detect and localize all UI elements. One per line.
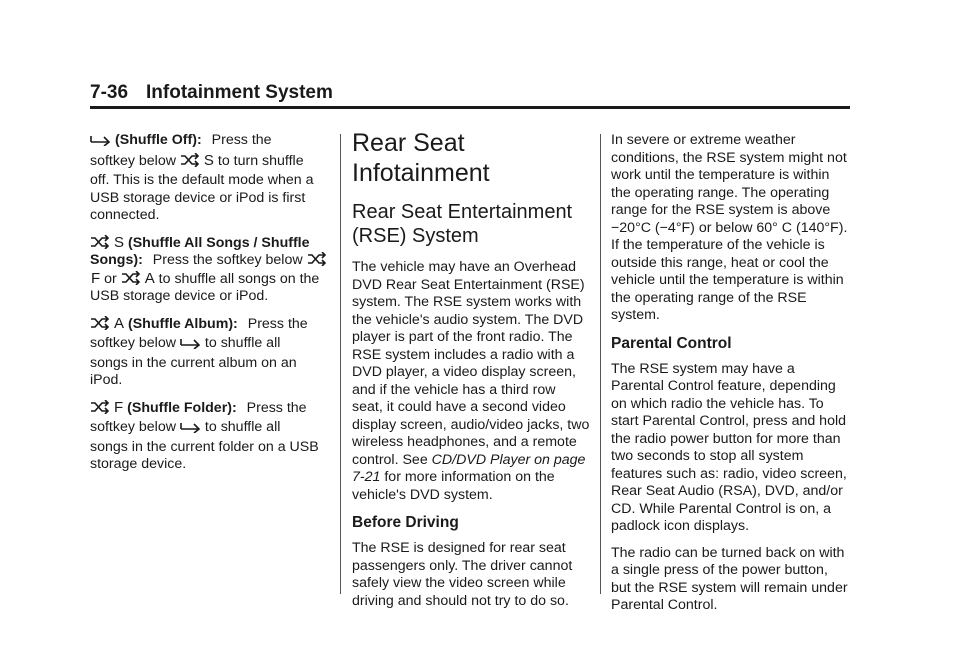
shuffle-album-label: (Shuffle Album): [127,315,238,332]
parental-control-paragraph: The radio can be turned back on with a single press of the power button, but the RSE system will remain under Parental Control. [611,544,848,613]
page-header [90,82,850,104]
shuffle-icon-letter: F [91,269,101,287]
shuffle-all-paragraph [90,234,330,306]
column-divider [340,134,341,594]
shuffle-icon [90,316,110,330]
sub-heading: Rear Seat Entertainment (RSE) System [352,201,573,247]
shuffle-icon [90,235,110,249]
parental-control-heading: Parental Control [611,334,732,352]
shuffle-all-label: (Shuffle All Songs / Shuffle Songs): [90,234,310,268]
rse-intro-paragraph [352,259,590,504]
shuffle-icon-letter: S [114,233,125,251]
shuffle-folder-text: Press the [246,399,307,416]
shuffle-icon [307,252,327,266]
shuffle-off-line2 [90,152,330,171]
page-number: 7-36 [90,82,129,103]
shuffle-icon-letter: A [114,314,125,332]
shuffle-off-label: (Shuffle Off): [115,132,202,148]
shuffle-album-text: softkey below [90,335,176,351]
repeat-arrow-icon [180,419,202,433]
main-heading: Rear Seat Infotainment [352,129,490,187]
shuffle-album-text: Press the [247,315,308,332]
header-rule [90,106,850,109]
shuffle-all-text: to shuffle all songs on the USB storage device or iPod. [90,270,320,304]
shuffle-icon-letter: A [144,269,155,287]
shuffle-all-text: or [104,270,117,287]
middle-column [352,129,590,619]
shuffle-icon [180,153,200,167]
shuffle-icon [90,400,110,414]
shuffle-folder-text: to shuffle all [204,419,281,435]
shuffle-album-line1 [90,315,330,334]
shuffle-off-text: to turn shuffle [217,152,304,169]
repeat-arrow-icon [90,132,112,146]
shuffle-icon [121,271,141,285]
before-driving-paragraph: The RSE is designed for rear seat passengers only. The driver cannot safely view the video screen while driving and should not try to do so. [352,540,573,609]
shuffle-folder-line2 [90,419,330,437]
shuffle-off-line3: off. This is the default mode when a USB storage device or iPod is first connected. [90,172,314,223]
cd-dvd-player-link[interactable]: CD/DVD Player on page 7-21 [352,451,586,485]
shuffle-folder-label: (Shuffle Folder): [127,399,237,416]
rse-intro-text: for more information on the vehicle's DVD system. [352,469,555,503]
rse-intro-text: The vehicle may have an Overhead DVD Rear Seat Entertainment (RSE) system. The RSE system works with the vehicle's audio system. The DVD player is part of the front radio. The RSE system includes a radio with a DVD player, a video display screen, and if the vehicle has a third row seat, it could have a second video display screen, audio/video jacks, two wireless headphones, and a remote control. See [352,259,590,468]
shuffle-album-line2 [90,335,330,353]
shuffle-off-text: softkey below [90,152,176,169]
shuffle-icon-letter: F [114,398,124,416]
left-column [90,132,330,483]
shuffle-icon-letter: S [203,151,214,169]
column-divider [600,134,601,594]
shuffle-off-line1 [90,132,330,150]
shuffle-folder-line3: songs in the current folder on a USB storage device. [90,438,319,472]
temperature-paragraph: In severe or extreme weather conditions, the RSE system might not work until the temperature is within the operating range. The operating range for the RSE system is above −20°C (−4°F) or below 60° C (140°F). If the temperature of the vehicle is outside this range, heat or cool the vehicle until the temperature is within the operating range of the RSE system. [611,132,848,323]
shuffle-off-text: Press the [211,132,272,148]
parental-control-paragraph: The RSE system may have a Parental Control feature, depending on which radio the vehicle has. To start Parental Control, press and hold the radio power button for more than two seconds to stop all system features such as: radio, video screen, Rear Seat Audio (RSA), DVD, and/or CD. While Parental Control is on, a padlock icon displays. [611,360,847,534]
shuffle-album-line3: songs in the current album on an iPod. [90,354,297,388]
shuffle-all-text: Press the softkey below [152,252,303,268]
shuffle-folder-text: softkey below [90,419,176,435]
section-title: Infotainment System [146,82,333,103]
repeat-arrow-icon [180,335,202,349]
shuffle-album-text: to shuffle all [204,335,281,351]
right-column [611,132,851,624]
before-driving-heading: Before Driving [352,514,459,531]
shuffle-folder-line1 [90,399,330,418]
